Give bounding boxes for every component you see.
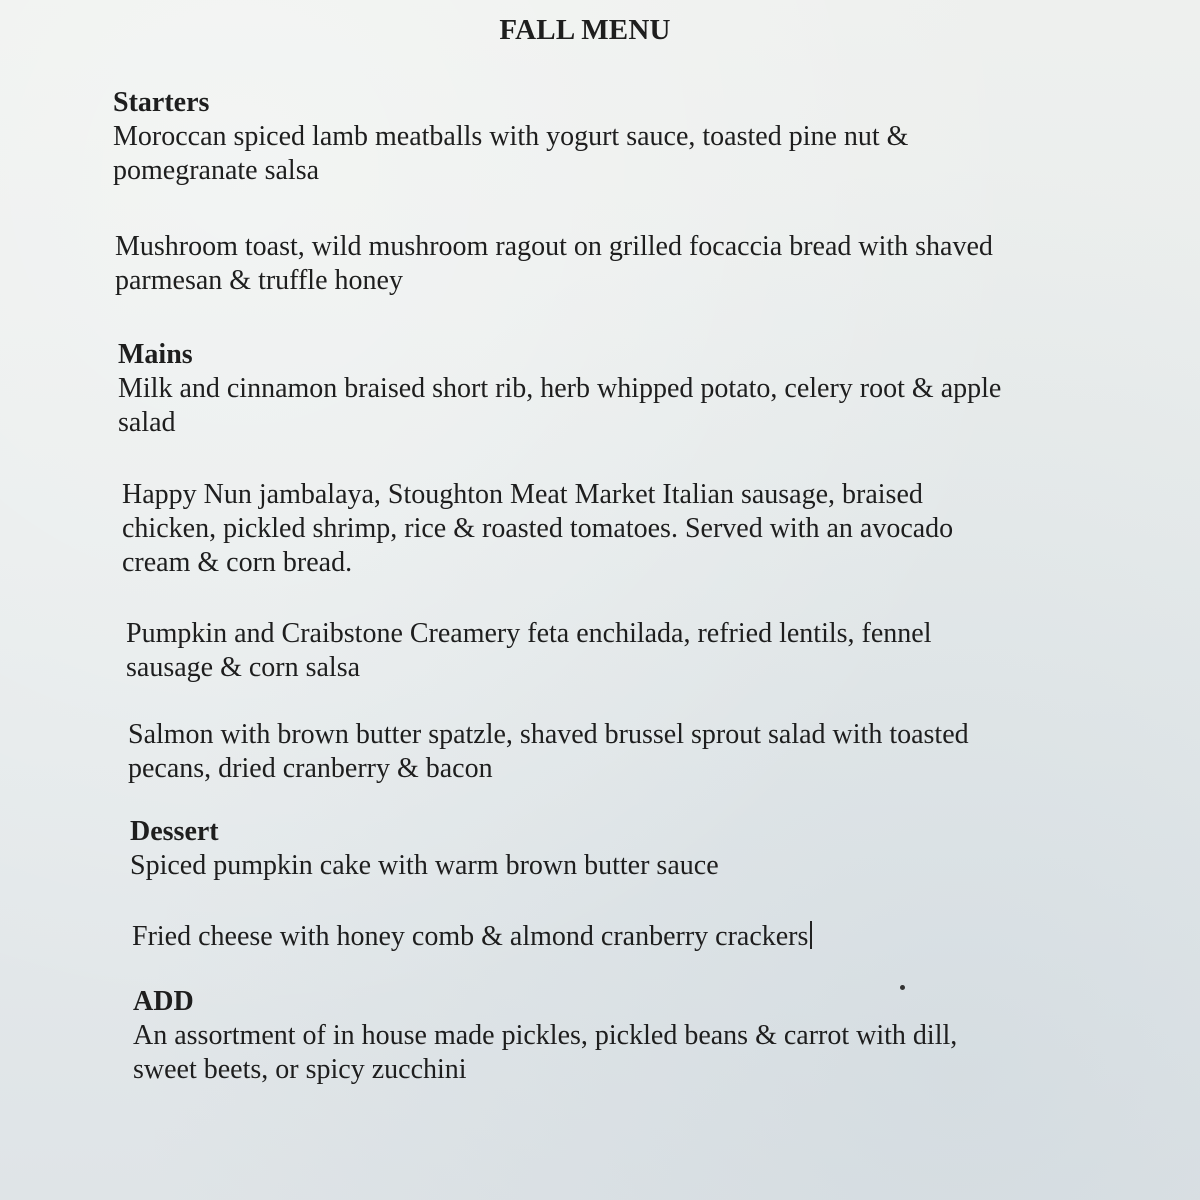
- starter-item: Moroccan spiced lamb meatballs with yogurt sauce, toasted pine nut & pomegranate salsa: [113, 121, 909, 186]
- text-cursor: [810, 921, 812, 949]
- add-heading: ADD: [133, 986, 194, 1017]
- dessert-item: Spiced pumpkin cake with warm brown butter sauce: [130, 850, 719, 881]
- add-item: An assortment of in house made pickles, pickled beans & carrot with dill, sweet beets, or spicy zucchini: [133, 1020, 958, 1085]
- main-item: Pumpkin and Craibstone Creamery feta enchilada, refried lentils, fennel sausage & corn salsa: [126, 618, 932, 683]
- dessert-section-2: [132, 920, 1032, 954]
- starter-item: Mushroom toast, wild mushroom ragout on grilled focaccia bread with shaved parmesan & truffle honey: [115, 231, 993, 296]
- mains-section-3: [126, 617, 1016, 685]
- mains-section: [118, 338, 1018, 440]
- dessert-item: [132, 920, 1032, 954]
- menu-title: FALL MENU: [499, 14, 671, 46]
- starters-section: [113, 86, 1013, 188]
- mains-heading: Mains: [118, 339, 193, 370]
- add-section: [133, 985, 1013, 1087]
- stray-dot: [900, 985, 905, 990]
- starters-heading: Starters: [113, 87, 210, 118]
- main-item: Salmon with brown butter spatzle, shaved brussel sprout salad with toasted pecans, dried cranberry & bacon: [128, 719, 969, 784]
- dessert-heading: Dessert: [130, 816, 219, 847]
- mains-section-4: [128, 718, 1028, 786]
- main-item: Milk and cinnamon braised short rib, herb whipped potato, celery root & apple salad: [118, 373, 1002, 438]
- starters-section-2: [115, 230, 1015, 298]
- main-item: Happy Nun jambalaya, Stoughton Meat Market Italian sausage, braised chicken, pickled shrimp, rice & roasted tomatoes. Served with an avocado cream & corn bread.: [122, 479, 954, 578]
- mains-section-2: [122, 478, 1012, 580]
- dessert-section: [130, 815, 1030, 883]
- dessert-item-text: Fried cheese with honey comb & almond cranberry crackers: [132, 921, 809, 952]
